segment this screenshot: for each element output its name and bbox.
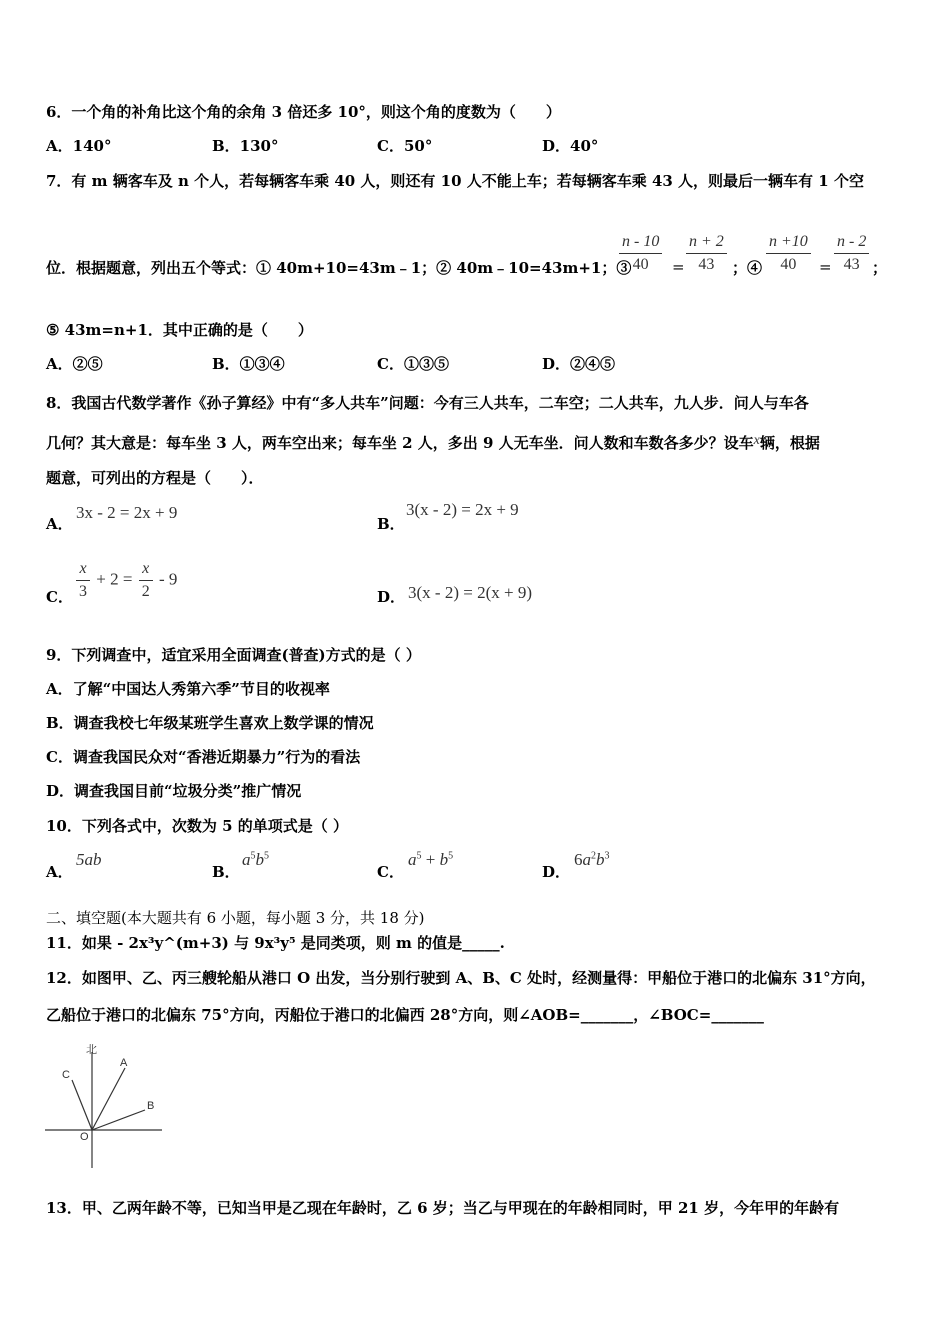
q6-option-a: A．140° xyxy=(46,137,112,155)
q10-option-c-expr: $a^5 + b^5$ xyxy=(408,850,454,869)
q7-stem: 7．有 m 辆客车及 n 个人，若每辆客车乘 40 人，则还有 10 人不能上车；若每辆客车乘 43 人，则最后一辆车有 1 个空 xyxy=(46,172,864,190)
q6-stem: 6．一个角的补角比这个角的余角 3 倍还多 10°，则这个角的度数为（ ） xyxy=(46,103,561,121)
q11-text: 11．如果 - 2x³y^(m+3) 与 9x³y⁵ 是同类项，则 m 的值是_____. xyxy=(46,934,505,952)
q10-option-a-expr: 5ab xyxy=(76,850,102,869)
q8-option-d-equation: 3(x - 2) = 2(x + 9) xyxy=(408,583,532,602)
q8-option-a-equation: 3x - 2 = 2x + 9 xyxy=(76,503,178,522)
label-a: A xyxy=(120,1057,128,1069)
q8-variable-x: x xyxy=(753,433,760,448)
q7-option-d: D．②④⑤ xyxy=(542,355,616,373)
q10-option-d-expr: $6a^2b^3$ xyxy=(574,850,610,869)
q6-option-b: B．130° xyxy=(212,137,279,155)
q9-option-d: D．调查我国目前“垃圾分类”推广情况 xyxy=(46,782,302,800)
q12-line-1: 12．如图甲、乙、丙三艘轮船从港口 O 出发，当分别行驶到 A、B、C 处时，经测量得：甲船位于港口的北偏东 31°方向， xyxy=(46,969,876,987)
q7-line3: ⑤ 43m=n+1．其中正确的是（ ） xyxy=(46,321,313,339)
q7-eq-4: = xyxy=(819,258,832,276)
q9-option-b: B．调查我校七年级某班学生喜欢上数学课的情况 xyxy=(46,714,374,732)
q10-stem: 10．下列各式中，次数为 5 的单项式是（ ） xyxy=(46,817,348,835)
q8-option-a-label: A． xyxy=(46,515,73,533)
q8-stem-3: 题意，可列出的方程是（ ）． xyxy=(46,469,264,487)
q9-option-a: A．了解“中国达人秀第六季”节目的收视率 xyxy=(46,680,330,698)
q7-option-b: B．①③④ xyxy=(212,355,285,373)
q7-fraction-3a: $\frac{n - 10}{40}$ xyxy=(617,233,664,274)
label-o: O xyxy=(80,1131,89,1143)
q9-stem: 9．下列调查中，适宜采用全面调查(普查)方式的是（ ） xyxy=(46,646,421,664)
q13-text: 13．甲、乙两年龄不等，已知当甲是乙现在年龄时，乙 6 岁；当乙与甲现在的年龄相同时，甲 21 岁，今年甲的年龄有 xyxy=(46,1199,840,1217)
ray-oa xyxy=(92,1068,125,1130)
q10-option-d-label: D． xyxy=(542,863,571,881)
q8-stem-1: 8．我国古代数学著作《孙子算经》中有“多人共车”问题：今有三人共车，二车空；二人共车，九人步．问人与车各 xyxy=(46,394,809,412)
q7-fraction-4b: $\frac{n - 2}{43}$ xyxy=(832,233,871,274)
q8-option-b-label: B． xyxy=(377,515,405,533)
q8-option-c-label: C． xyxy=(46,588,73,606)
q8-option-d-label: D． xyxy=(377,588,406,606)
label-b: B xyxy=(147,1100,155,1112)
section-2-title: 二、填空题(本大题共有 6 小题，每小题 3 分，共 18 分) xyxy=(46,909,425,927)
ray-oc xyxy=(72,1080,92,1130)
q9-option-c: C．调查我国民众对“香港近期暴力”行为的看法 xyxy=(46,748,361,766)
q7-option-c: C．①③⑤ xyxy=(377,355,449,373)
q10-option-b-expr: $a^5b^5$ xyxy=(242,850,269,869)
direction-diagram xyxy=(42,1040,167,1170)
q7-sep-4: ；④ xyxy=(732,259,763,277)
q6-option-d: D．40° xyxy=(542,137,599,155)
label-north: 北 xyxy=(86,1044,97,1056)
q8-stem-2: 几何？其大意是：每车坐 3 人，两车空出来；每车坐 2 人，多出 9 人无车坐．问人数和车数各多少？设车x辆，根据 xyxy=(46,433,820,452)
q6-option-c: C．50° xyxy=(377,137,433,155)
q10-option-a-label: A． xyxy=(46,863,73,881)
ray-ob xyxy=(92,1110,145,1130)
q10-option-c-label: C． xyxy=(377,863,404,881)
q7-eq-3: = xyxy=(672,258,685,276)
q12-line-2: 乙船位于港口的北偏东 75°方向，丙船位于港口的北偏西 28°方向，则∠AOB=_______，∠BOC=_______ xyxy=(46,1006,764,1024)
q7-line2-prefix: 位．根据题意，列出五个等式：① 40m+10=43m﹣1；② 40m﹣10=43m+1；③ xyxy=(46,259,632,277)
q8-option-c-equation: $\frac{x}{3}$ + 2 = $\frac{x}{2}$ - 9 xyxy=(74,560,177,601)
q7-option-a: A．②⑤ xyxy=(46,355,103,373)
label-c: C xyxy=(62,1069,70,1081)
q7-fraction-3b: $\frac{n + 2}{43}$ xyxy=(684,233,729,274)
q7-fraction-4a: $\frac{n +10}{40}$ xyxy=(764,233,813,274)
q10-option-b-label: B． xyxy=(212,863,240,881)
q7-semicolon: ； xyxy=(872,259,888,277)
q8-option-b-equation: 3(x - 2) = 2x + 9 xyxy=(406,500,519,519)
